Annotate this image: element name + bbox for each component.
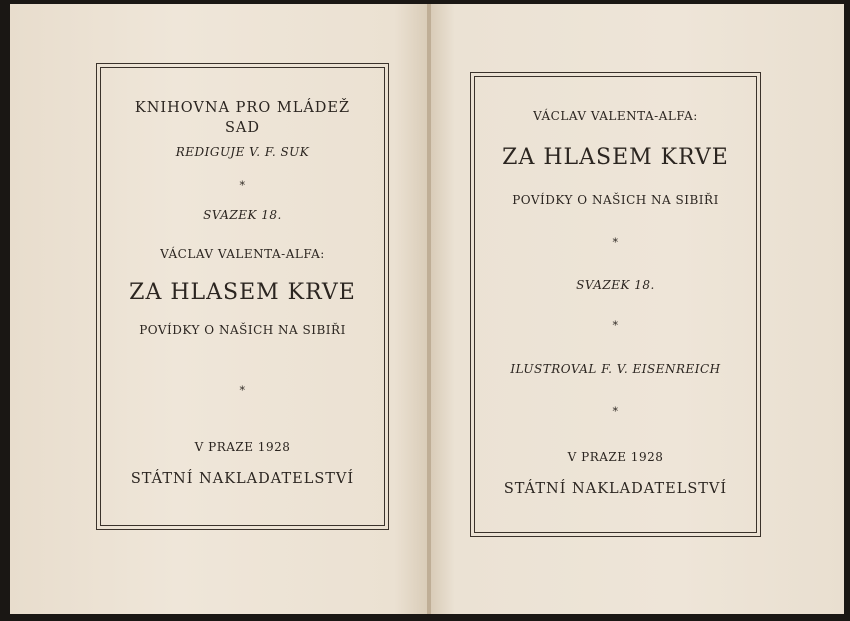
series-name: SAD	[224, 120, 261, 136]
book-gutter	[427, 4, 431, 614]
star-divider-icon: *	[239, 384, 246, 397]
volume-label: SVAZEK 18.	[203, 208, 282, 222]
star-divider-icon: *	[612, 236, 619, 249]
book-subtitle: POVÍDKY O NAŠICH NA SIBIŘI	[512, 193, 719, 207]
place-year: V PRAZE 1928	[194, 440, 291, 454]
series-label: KNIHOVNA PRO MLÁDEŽ	[134, 100, 351, 116]
star-divider-icon: *	[239, 179, 246, 192]
book-subtitle: POVÍDKY O NAŠICH NA SIBIŘI	[139, 323, 346, 337]
editor-line: REDIGUJE V. F. SUK	[175, 145, 310, 159]
book-title: ZA HLASEM KRVE	[129, 280, 356, 305]
star-divider-icon: *	[612, 319, 619, 332]
place-year: V PRAZE 1928	[567, 450, 664, 464]
publisher-name: STÁTNÍ NAKLADATELSTVÍ	[130, 471, 355, 487]
author-name: VÁCLAV VALENTA-ALFA:	[533, 109, 698, 123]
author-name: VÁCLAV VALENTA-ALFA:	[160, 247, 325, 261]
volume-label: SVAZEK 18.	[576, 278, 655, 292]
book-title: ZA HLASEM KRVE	[502, 145, 729, 170]
right-title-frame	[470, 72, 761, 537]
illustrator-credit: ILUSTROVAL F. V. EISENREICH	[510, 362, 721, 376]
star-divider-icon: *	[612, 405, 619, 418]
publisher-name: STÁTNÍ NAKLADATELSTVÍ	[503, 481, 728, 497]
left-title-frame	[96, 63, 389, 530]
